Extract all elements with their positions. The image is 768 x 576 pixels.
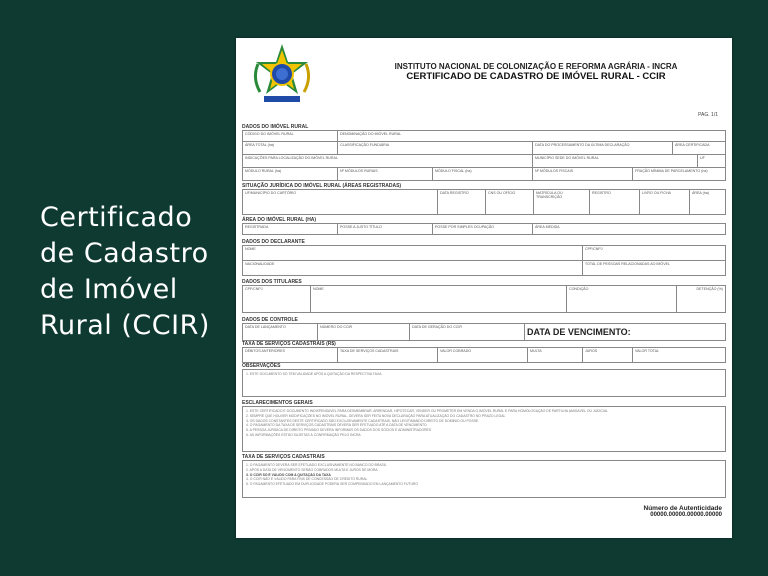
fee-notes-box [242,460,726,498]
form-field: DATA DE LANÇAMENTO [243,324,318,340]
form-field: FRAÇÃO MÍNIMA DE PARCELAMENTO (ha) [635,169,708,173]
subsection-title: SITUAÇÃO JURÍDICA DO IMÓVEL RURAL (ÁREAS REGISTRADAS) [242,183,402,189]
form-field: CNS OU OFÍCIO [486,190,534,214]
brazil-coat-of-arms-icon [246,40,318,112]
section-declarante [242,239,726,276]
form-field: TAXA DE SERVIÇOS CADASTRAIS [338,348,438,362]
form-field: DATA DO PROCESSAMENTO DA ÚLTIMA DECLARAÇÃO [533,142,673,154]
note-line: 4. O CCIR NÃO É VÁLIDO PARA FINS DE CONCESSÃO DE CRÉDITO RURAL [246,477,368,482]
form-row [242,155,726,168]
side-title-line-4: Rural (CCIR) [40,310,210,341]
form-row [242,130,726,142]
form-field: REGISTRO [590,190,640,214]
form-field: LIVRO OU FICHA [640,190,690,214]
form-field: UF/MUNICÍPIO DO CARTÓRIO [243,190,438,214]
form-field: POSSE POR SIMPLES OCUPAÇÃO [433,224,533,234]
form-field: UF [700,156,705,160]
side-title-line-3: de Imóvel [40,274,178,305]
ccir-document [236,38,732,538]
form-field: REGISTRADA [243,224,338,234]
form-field: DÉBITOS ANTERIORES [243,348,338,362]
form-field: MUNICÍPIO SEDE DO IMÓVEL RURAL [533,155,698,167]
form-field: DATA REGISTRO [438,190,486,214]
form-row [242,347,726,363]
form-field: ÁREA TOTAL (ha) [243,142,338,154]
section-title: OBSERVAÇÕES [242,363,281,369]
section-imovel [242,124,726,235]
subsection-title: ÁREA DO IMÓVEL RURAL (HA) [242,217,317,223]
section-title: DADOS DOS TITULARES [242,279,302,285]
section-controle [242,317,726,341]
form-field: NOME [311,286,567,312]
form-field: TOTAL DE PESSOAS RELACIONADAS AO IMÓVEL [585,262,671,266]
form-field: VALOR TOTAL [635,349,660,353]
form-field: NACIONALIDADE [243,261,583,275]
observation-line: 1. ESTE DOCUMENTO SÓ TEM VALIDADE APÓS A QUITAÇÃO DA RESPECTIVA TAXA. [246,372,383,376]
form-field: NÚMERO DO CCIR [318,324,410,340]
section-title: TAXA DE SERVIÇOS CADASTRAIS [242,454,325,460]
form-row [242,168,726,181]
section-title: ESCLARECIMENTOS GERAIS [242,400,313,406]
form-field: POSSE A JUSTO TÍTULO [338,224,433,234]
note-line: 3. OS DADOS CONSTANTES DESTE CERTIFICADO SÃO EXCLUSIVAMENTE CADASTRAIS, NÃO LEGITIMANDO DIREITO DE DOMÍNIO OU POSSE [246,418,479,423]
form-field: DENOMINAÇÃO DO IMÓVEL RURAL [340,132,402,136]
form-field: MATRÍCULA OU TRANSCRIÇÃO [534,190,590,214]
note-line: 1. O PAGAMENTO DEVERÁ SER EFETUADO EXCLUSIVAMENTE NO BANCO DO BRASIL [246,463,387,467]
page-number: PAG. 1/1 [698,112,718,118]
form-row [242,189,726,215]
form-field: DATA DE GERAÇÃO DO CCIR [410,324,525,340]
form-field: MÓDULO FISCAL (ha) [433,168,533,180]
form-field: ÁREA MEDIDA [535,225,560,229]
side-title [40,200,230,344]
form-field: Nº MÓDULOS RURAIS [338,168,433,180]
form-row [242,285,726,313]
form-field: CLASSIFICAÇÃO FUNDIÁRIA [338,142,533,154]
section-titulares [242,279,726,313]
section-esclarecimentos [242,400,726,452]
form-field: DETENÇÃO (%) [696,287,723,291]
note-line: 6. AS INFORMAÇÕES ESTÃO SUJEITAS À CONFIRMAÇÃO PELO INCRA [246,432,361,437]
note-line: 2. APÓS A DATA DE VENCIMENTO SERÃO COBRADOS MULTA E JUROS DE MORA [246,467,378,472]
note-line: 5. A PESSOA JURÍDICA DE DIREITO PRIVADO DEVERÁ INFORMAR OS DADOS DOS SÓCIOS E ADMINISTRADORES [246,428,432,433]
form-field: NOME [243,246,583,260]
note-line: 4. O PAGAMENTO DA TAXA DE SERVIÇOS CADASTRAIS DEVERÁ SER EFETUADO ATÉ A DATA DE VENCIMENTO [246,423,427,428]
form-field: MULTA [528,348,583,362]
form-field: MÓDULO RURAL (ha) [243,168,338,180]
form-field: Nº MÓDULOS FISCAIS [533,168,633,180]
note-line: 1. ESTE CERTIFICADO É DOCUMENTO INDISPENSÁVEL PARA DESMEMBRAR, ARRENDAR, HIPOTECAR, VENDER OU PROMETER EM VENDA O IMÓVEL RURAL E PARA HOMOLOGAÇÃO DE PARTILHA AMIGÁVEL OU JUDICIAL [246,409,608,413]
form-row [242,142,726,155]
form-row [242,245,726,261]
section-title: DADOS DE CONTROLE [242,317,298,323]
authenticity-block [644,505,723,518]
authenticity-number: 00000.00000.00000.00000 [650,512,722,518]
form-field: CÓDIGO DO IMÓVEL RURAL [243,131,338,141]
section-taxa-servicos [242,454,726,498]
side-title-line-1: Certificado [40,202,193,233]
form-field: CPF/CNPJ [585,247,603,251]
general-notes-box [242,406,726,452]
form-row [242,223,726,235]
note-line: 3. O CCIR SÓ É VÁLIDO COM A QUITAÇÃO DA TAXA [246,472,331,477]
form-field: ÁREA (ha) [692,191,709,195]
section-taxa [242,341,726,363]
form-field: VALOR COBRADO [438,348,528,362]
note-line: 2. SEMPRE QUE HOUVER MODIFICAÇÕES NO IMÓVEL RURAL, DEVERÁ SER FEITA NOVA DECLARAÇÃO PARA ATUALIZAÇÃO DO CADASTRO NO PRAZO LEGAL [246,413,506,418]
institute-name: INSTITUTO NACIONAL DE COLONIZAÇÃO E REFORMA AGRÁRIA - INCRA [394,62,678,71]
section-observacoes [242,363,726,397]
section-title: DADOS DO IMÓVEL RURAL [242,124,309,130]
side-title-line-2: de Cadastro [40,238,209,269]
form-field: JUROS [583,348,633,362]
observations-box [242,369,726,397]
form-field: CPF/CNPJ [243,286,311,312]
form-field: ÁREA CERTIFICADA [675,143,710,147]
form-field: CONDIÇÃO [567,286,677,312]
section-title: DADOS DO DECLARANTE [242,239,305,245]
form-row [242,261,726,276]
section-title: TAXA DE SERVIÇOS CADASTRAIS (R$) [242,341,336,347]
form-field: INDICAÇÕES PARA LOCALIZAÇÃO DO IMÓVEL RURAL [243,155,533,167]
form-row [242,323,726,341]
document-title: CERTIFICADO DE CADASTRO DE IMÓVEL RURAL - CCIR [406,71,666,82]
note-line: 5. O PAGAMENTO EFETUADO EM DUPLICIDADE PODERÁ SER COMPENSADO EM LANÇAMENTO FUTURO [246,482,419,487]
authenticity-label: Número de Autenticidade [643,505,722,512]
due-date-label: DATA DE VENCIMENTO: [527,327,631,337]
